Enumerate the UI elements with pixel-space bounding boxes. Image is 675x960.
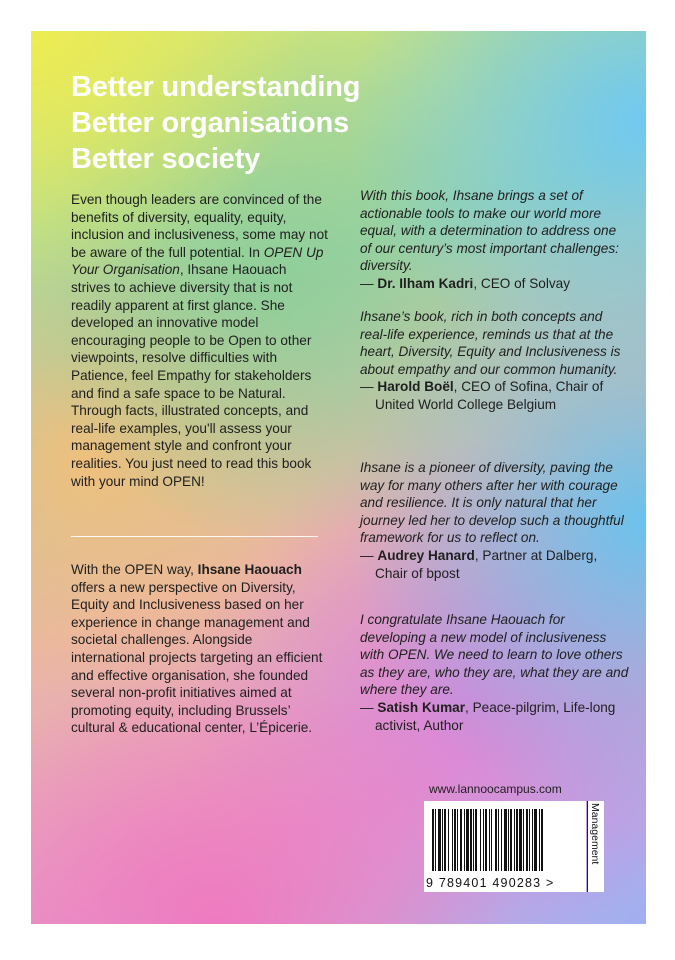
isbn-barcode bbox=[424, 801, 586, 892]
endorser-name: Dr. Ilham Kadri bbox=[377, 275, 474, 291]
endorsement-quote bbox=[360, 187, 630, 293]
barcode-bar bbox=[460, 809, 462, 871]
bio-text-b: offers a new perspective on Diversity, Equity and Inclusiveness based on her experience in change management and societal challenges. Alongside international projects targeting an efficient and effective organisation, she founded several non-profit initiatives aimed at promoting equity, including Brussels’ cultural & educational center, L’Épicerie. bbox=[71, 579, 323, 736]
attribution-dash: — bbox=[360, 699, 378, 715]
attribution-dash: — bbox=[360, 275, 378, 291]
barcode-bar bbox=[448, 809, 449, 871]
quote-attribution bbox=[360, 699, 630, 734]
endorser-name: Audrey Hanard bbox=[377, 547, 475, 563]
endorser-name: Harold Boël bbox=[377, 379, 454, 395]
barcode-bar bbox=[432, 809, 434, 871]
headline-line-3: Better society bbox=[71, 143, 260, 175]
author-bio bbox=[71, 561, 329, 737]
barcode-bars bbox=[432, 809, 578, 871]
barcode-bar bbox=[485, 809, 487, 871]
endorser-name: Satish Kumar bbox=[377, 699, 466, 715]
book-back-cover bbox=[31, 31, 646, 924]
barcode-bar bbox=[532, 809, 533, 871]
headline-line-2: Better organisations bbox=[71, 107, 349, 139]
barcode-bar bbox=[498, 809, 499, 871]
barcode-bar bbox=[495, 809, 497, 871]
barcode-bar bbox=[539, 809, 540, 871]
cover-headline bbox=[71, 69, 360, 177]
quote-text: Ihsane’s book, rich in both concepts and real-life experience, reminds us that at the heart, Diversity, Equity and Inclusiveness is about empathy and our common humanity. bbox=[360, 309, 621, 377]
barcode-bar bbox=[491, 809, 492, 871]
barcode-bar bbox=[454, 809, 456, 871]
isbn-number: 9 789401 490283 > bbox=[426, 876, 555, 890]
quote-text: Ihsane is a pioneer of diversity, paving the way for many others after her with courage and resilience. It is only natural that her journey led her to develop such a thoughtful framework for us to reflect on. bbox=[360, 460, 624, 546]
attribution-dash: — bbox=[360, 379, 378, 395]
barcode-bar bbox=[526, 809, 528, 871]
barcode-bar bbox=[480, 809, 481, 871]
barcode-bar bbox=[510, 809, 512, 871]
endorsement-quote bbox=[360, 308, 630, 414]
barcode-bar bbox=[514, 809, 515, 871]
book-description bbox=[71, 191, 329, 490]
barcode-bar bbox=[452, 809, 453, 871]
barcode-bar bbox=[466, 809, 469, 871]
barcode-bar bbox=[435, 809, 436, 871]
barcode-bar bbox=[473, 809, 474, 871]
quote-text: I congratulate Ihsane Haouach for developing a new model of inclusiveness with OPEN. We need to learn to love others as they are, who they are, what they are and where they are. bbox=[360, 612, 629, 698]
barcode-bar bbox=[444, 809, 446, 871]
endorser-role: , CEO of Sofina, Chair of United World College Belgium bbox=[375, 379, 604, 412]
barcode-bar bbox=[442, 809, 443, 871]
quote-attribution bbox=[360, 378, 630, 413]
category-label bbox=[587, 801, 604, 892]
endorser-role: , Partner at Dalberg, Chair of bpost bbox=[375, 547, 598, 581]
book-title-italic: OPEN Up Your Organisation bbox=[71, 244, 324, 278]
publisher-website: www.lannoocampus.com bbox=[429, 782, 562, 796]
barcode-bar bbox=[438, 809, 441, 871]
barcode-bar bbox=[516, 809, 518, 871]
quote-attribution bbox=[360, 547, 630, 582]
category-text: Management bbox=[589, 803, 601, 865]
quote-attribution bbox=[360, 275, 630, 293]
barcode-bar bbox=[519, 809, 522, 871]
barcode-bar bbox=[523, 809, 524, 871]
barcode-bar bbox=[501, 809, 502, 871]
quote-text: With this book, Ihsane brings a set of actionable tools to make our world more equal, with a determination to address one of our century’s most important challenges: diversity. bbox=[360, 188, 619, 274]
attribution-dash: — bbox=[360, 547, 378, 563]
barcode-bar bbox=[489, 809, 490, 871]
headline-line-1: Better understanding bbox=[71, 71, 361, 103]
barcode-bar bbox=[534, 809, 537, 871]
description-text-b: , Ihsane Haouach strives to achieve diversity that is not readily apparent at first glance. She developed an innovative model encouraging people to be Open to other viewpoints, resolve difficulties with Patience, feel Empathy for stakeholders and find a safe space to be Natural. Through facts, illustrated concepts, and real-life examples, you'll assess your management style and confront your realities. You just need to read this book with your mind OPEN! bbox=[71, 262, 312, 489]
endorsement-quote bbox=[360, 459, 630, 582]
bio-text-a: With the OPEN way, bbox=[71, 562, 198, 577]
barcode-bar bbox=[470, 809, 472, 871]
section-divider bbox=[71, 536, 318, 537]
barcode-bar bbox=[504, 809, 507, 871]
barcode-bar bbox=[508, 809, 509, 871]
barcode-bar bbox=[475, 809, 477, 871]
barcode-bar bbox=[457, 809, 458, 871]
barcode-bar bbox=[483, 809, 484, 871]
barcode-bar bbox=[464, 809, 465, 871]
endorser-role: , CEO of Solvay bbox=[473, 275, 571, 291]
endorser-role: , Peace-pilgrim, Life-long activist, Author bbox=[375, 699, 616, 733]
barcode-bar bbox=[529, 809, 530, 871]
endorsement-quote bbox=[360, 611, 630, 734]
barcode-bar bbox=[541, 809, 543, 871]
description-text-a: Even though leaders are convinced of the benefits of diversity, equality, equity, inclusion and inclusiveness, some may not be aware of the full potential. In bbox=[71, 192, 328, 260]
author-name: Ihsane Haouach bbox=[197, 562, 302, 577]
